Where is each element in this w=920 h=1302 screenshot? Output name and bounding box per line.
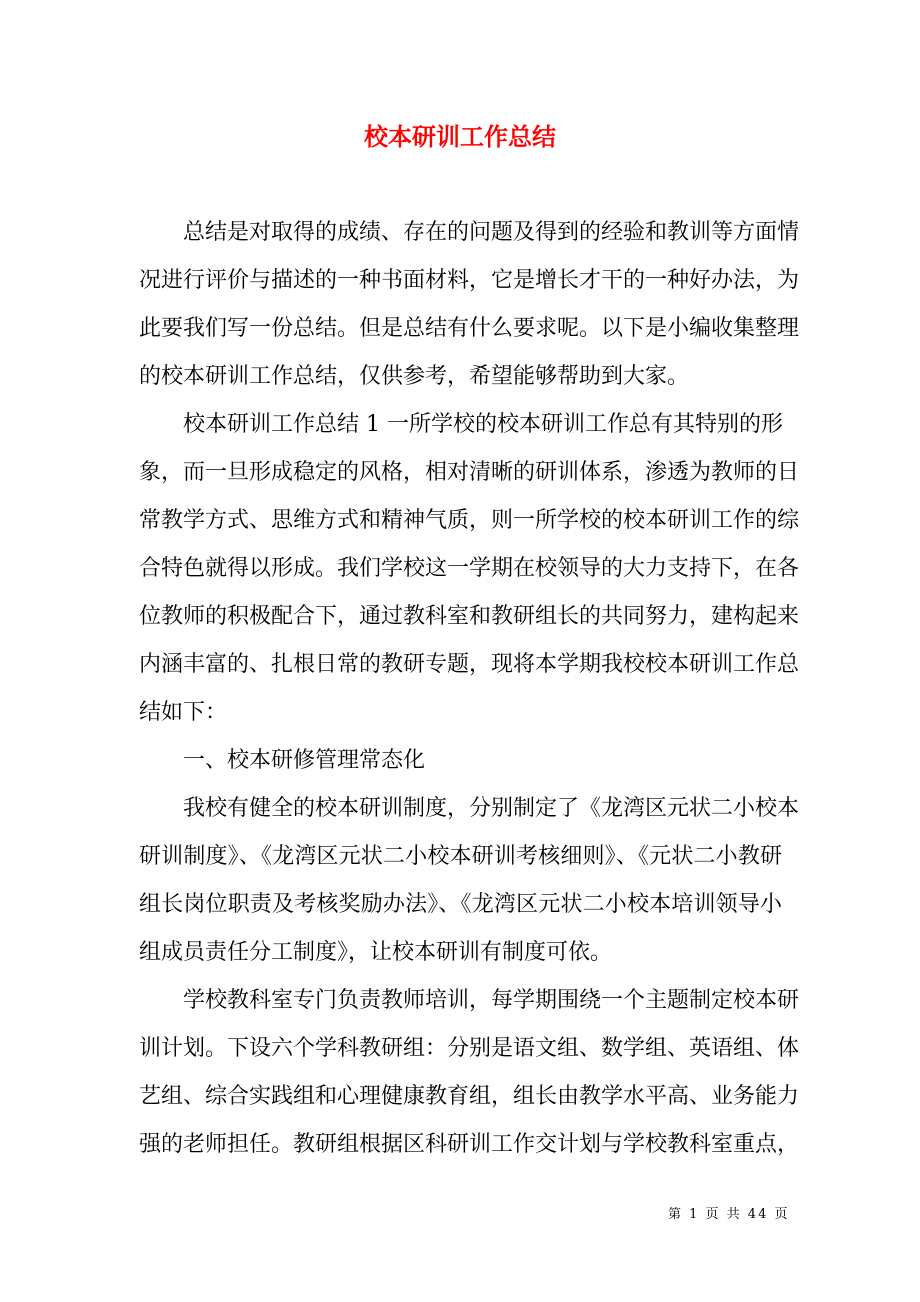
- paragraph-line: 艺组、综合实践组和心理健康教育组，组长由教学水平高、业务能力: [139, 1084, 800, 1109]
- paragraph-line: 研训制度》、《龙湾区元状二小校本研训考核细则》、《元状二小教研: [139, 844, 782, 869]
- paragraph-line: 合特色就得以形成。我们学校这一学期在校领导的大力支持下，在各: [139, 556, 800, 581]
- paragraph-line: 内涵丰富的、扎根日常的教研专题，现将本学期我校校本研训工作总: [139, 652, 800, 677]
- paragraph-line: 结如下：: [139, 700, 228, 725]
- document-title: 校本研训工作总结: [364, 122, 556, 151]
- paragraph-line: 常教学方式、思维方式和精神气质，则一所学校的校本研训工作的综: [139, 508, 800, 533]
- paragraph-line: 我校有健全的校本研训制度，分别制定了《龙湾区元状二小校本: [183, 796, 800, 821]
- paragraph-line: 一、校本研修管理常态化: [183, 748, 426, 773]
- paragraph-line: 此要我们写一份总结。但是总结有什么要求呢。以下是小编收集整理: [139, 316, 800, 341]
- paragraph-line: 校本研训工作总结 1 一所学校的校本研训工作总有其特别的形: [183, 412, 783, 437]
- paragraph-line: 学校教科室专门负责教师培训，每学期围绕一个主题制定校本研: [183, 988, 800, 1013]
- paragraph-line: 组长岗位职责及考核奖励办法》、《龙湾区元状二小校本培训领导小: [139, 892, 782, 917]
- paragraph-line: 训计划。下设六个学科教研组：分别是语文组、数学组、英语组、体: [139, 1036, 800, 1061]
- paragraph-line: 象，而一旦形成稳定的风格，相对清晰的研训体系，渗透为教师的日: [139, 460, 800, 485]
- paragraph-line: 强的老师担任。教研组根据区科研训工作交计划与学校教科室重点，: [139, 1132, 800, 1157]
- paragraph-line: 总结是对取得的成绩、存在的问题及得到的经验和教训等方面情: [183, 220, 800, 245]
- paragraph-line: 况进行评价与描述的一种书面材料，它是增长才干的一种好办法，为: [139, 268, 800, 293]
- paragraph-line: 组成员责任分工制度》，让校本研训有制度可依。: [139, 940, 613, 965]
- paragraph-line: 位教师的积极配合下，通过教科室和教研组长的共同努力，建构起来: [139, 604, 800, 629]
- document-body: [139, 209, 800, 1169]
- page-number-footer: 第 1 页 共 44 页: [668, 1207, 790, 1222]
- paragraph-line: 的校本研训工作总结，仅供参考，希望能够帮助到大家。: [139, 364, 690, 389]
